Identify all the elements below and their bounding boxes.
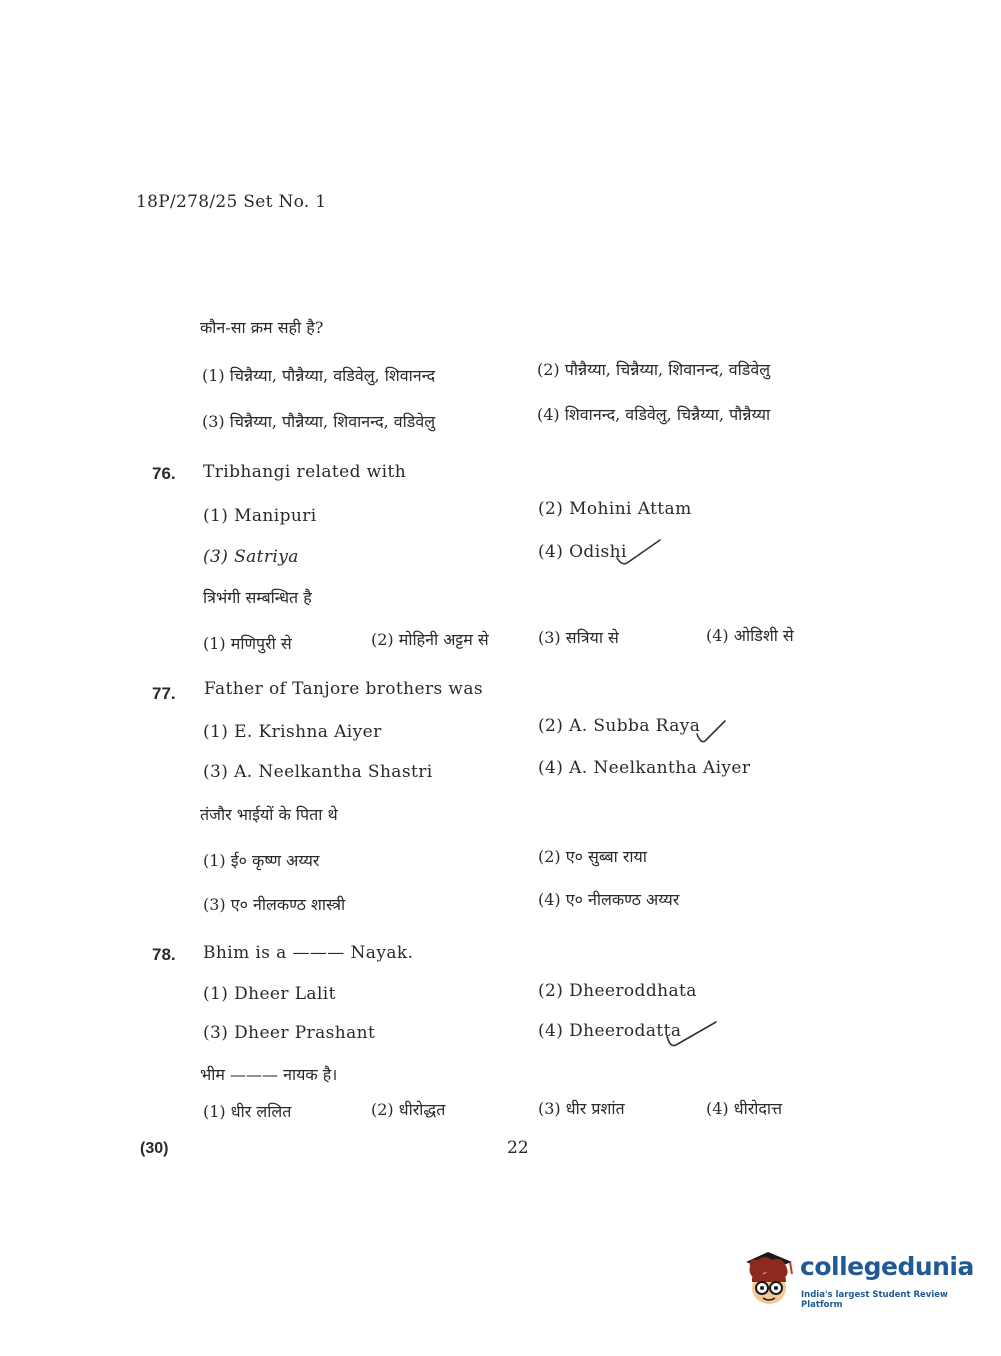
q78-option-4-hi: (4) धीरोदात्त <box>706 1099 783 1118</box>
q77-option-1-hi: (1) ई० कृष्ण अय्यर <box>203 851 320 870</box>
page-number: 22 <box>507 1138 529 1158</box>
q77-question-en: Father of Tanjore brothers was <box>204 679 484 699</box>
q77-option-4-en: (4) A. Neelkantha Aiyer <box>538 758 751 778</box>
q78-option-1-en: (1) Dheer Lalit <box>203 984 336 1004</box>
q77-option-2-hi: (2) ए० सुब्बा राया <box>538 847 647 866</box>
footer-code: (30) <box>140 1140 169 1157</box>
q78-question-hi: भीम ——— नायक है। <box>200 1065 338 1084</box>
q75-option-3-hi: (3) चिन्नैय्या, पौन्नैय्या, शिवानन्द, वडिवेलु <box>202 412 436 431</box>
q76-option-1-en: (1) Manipuri <box>203 506 317 526</box>
q78-option-2-en: (2) Dheeroddhata <box>538 981 697 1001</box>
q78-number: 78. <box>152 945 176 964</box>
q77-option-3-hi: (3) ए० नीलकण्ठ शास्त्री <box>203 895 346 914</box>
q76-option-4-en: (4) Odishi <box>538 542 627 562</box>
mascot-icon <box>742 1248 798 1310</box>
q77-option-2-en: (2) A. Subba Raya <box>538 716 701 736</box>
q77-option-1-en: (1) E. Krishna Aiyer <box>203 722 382 742</box>
q76-option-2-en: (2) Mohini Attam <box>538 499 692 519</box>
q75-question-hi: कौन-सा क्रम सही है? <box>200 318 324 337</box>
q77-question-hi: तंजौर भाईयों के पिता थे <box>200 805 338 824</box>
q78-option-3-hi: (3) धीर प्रशांत <box>538 1099 625 1118</box>
q77-number: 77. <box>152 684 176 703</box>
logo-brand-text: collegedunia <box>800 1252 974 1281</box>
q77-option-4-hi: (4) ए० नीलकण्ठ अय्यर <box>538 890 680 909</box>
q78-option-4-en: (4) Dheerodatta <box>538 1021 682 1041</box>
q78-option-1-hi: (1) धीर ललित <box>203 1102 292 1121</box>
q76-option-2-hi: (2) मोहिनी अट्टम से <box>371 630 489 649</box>
q75-option-4-hi: (4) शिवानन्द, वडिवेलु, चिन्नैय्या, पौन्नैय्या <box>537 405 771 424</box>
q76-option-1-hi: (1) मणिपुरी से <box>203 634 292 653</box>
q76-option-4-hi: (4) ओडिशी से <box>706 626 794 645</box>
q76-option-3-en: (3) Satriya <box>203 547 299 567</box>
set-code: 18P/278/25 Set No. 1 <box>136 192 327 212</box>
q78-question-en: Bhim is a ——— Nayak. <box>203 943 414 963</box>
q78-option-3-en: (3) Dheer Prashant <box>203 1023 376 1043</box>
q76-option-3-hi: (3) सत्रिया से <box>538 628 619 647</box>
collegedunia-logo <box>742 1248 972 1318</box>
q76-question-en: Tribhangi related with <box>203 462 407 482</box>
q77-option-3-en: (3) A. Neelkantha Shastri <box>203 762 433 782</box>
logo-tagline: India's largest Student Review Platform <box>801 1290 948 1310</box>
answer-tick-mark <box>664 1018 720 1052</box>
q76-number: 76. <box>152 464 176 483</box>
answer-tick-mark <box>694 718 728 748</box>
q75-option-1-hi: (1) चिन्नैय्या, पौन्नैय्या, वडिवेलु, शिवानन्द <box>202 366 436 385</box>
q75-option-2-hi: (2) पौन्नैय्या, चिन्नैय्या, शिवानन्द, वडिवेलु <box>537 360 771 379</box>
q76-question-hi: त्रिभंगी सम्बन्धित है <box>203 588 312 607</box>
answer-tick-mark <box>614 536 664 570</box>
q78-option-2-hi: (2) धीरोद्धत <box>371 1100 446 1119</box>
